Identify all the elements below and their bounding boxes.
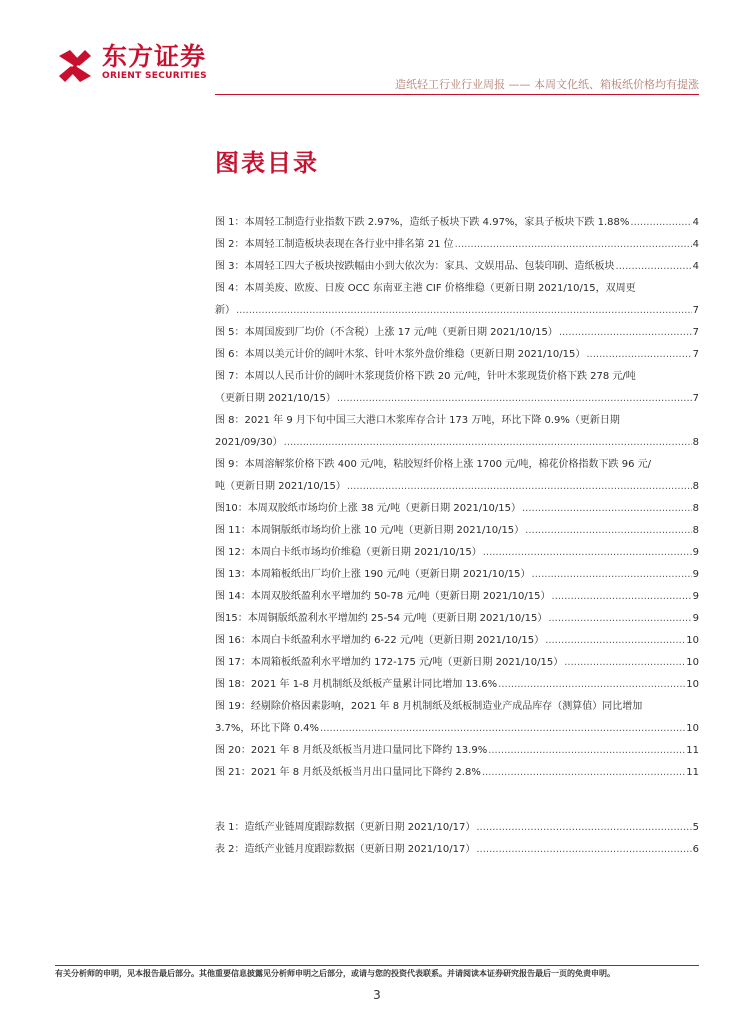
toc-entry[interactable] <box>215 740 699 762</box>
toc-entry-page: 7 <box>692 327 699 338</box>
toc-entry[interactable] <box>215 366 699 410</box>
toc-entry-label: 图 14：本周双胶纸盈利水平增加约 50-78 元/吨（更新日期 2021/10/15） <box>215 591 551 602</box>
table-of-contents <box>215 212 699 861</box>
toc-entry-label: 图 3：本周轻工四大子板块按跌幅由小到大依次为：家具、文娱用品、包装印刷、造纸板块 <box>215 261 615 272</box>
footer-disclaimer: 有关分析师的申明，见本报告最后部分。其他重要信息披露见分析师申明之后部分，或请与您的投资代表联系。并请阅读本证券研究报告最后一页的免责申明。 <box>55 969 615 978</box>
toc-leader-dots <box>337 388 692 410</box>
toc-entry[interactable] <box>215 520 699 542</box>
toc-entry-label: 3.7%，环比下降 0.4% <box>215 723 319 734</box>
toc-entry-line <box>215 839 699 861</box>
toc-entry-page: 4 <box>692 239 699 250</box>
toc-leader-dots <box>545 630 685 652</box>
toc-leader-dots <box>488 740 685 762</box>
toc-entry[interactable] <box>215 696 699 740</box>
toc-leader-dots <box>616 256 692 278</box>
toc-entry-line <box>215 454 699 476</box>
toc-entry[interactable] <box>215 542 699 564</box>
toc-entry-page: 4 <box>692 261 699 272</box>
toc-entry-line <box>215 410 699 432</box>
brand-name-en: ORIENT SECURITIES <box>102 71 207 81</box>
toc-entry[interactable] <box>215 630 699 652</box>
toc-entry-line <box>215 608 699 630</box>
toc-leader-dots <box>482 762 685 784</box>
toc-title: 图表目录 <box>215 149 319 177</box>
toc-entry-page: 8 <box>692 525 699 536</box>
toc-entry-line <box>215 718 699 740</box>
toc-entry-page: 10 <box>686 723 699 734</box>
toc-entry-label: 图 13：本周箱板纸出厂均价上涨 190 元/吨（更新日期 2021/10/15） <box>215 569 531 580</box>
toc-entry-label: 表 2：造纸产业链月度跟踪数据（更新日期 2021/10/17） <box>215 844 476 855</box>
toc-entry[interactable] <box>215 652 699 674</box>
toc-entry[interactable] <box>215 498 699 520</box>
toc-entry-page: 8 <box>692 481 699 492</box>
toc-entry[interactable] <box>215 234 699 256</box>
toc-entry-line <box>215 630 699 652</box>
toc-entry-label: 图 20：2021 年 8 月纸及纸板当月进口量同比下降约 13.9% <box>215 745 488 756</box>
toc-entry-label: 图15：本周铜版纸盈利水平增加约 25-54 元/吨（更新日期 2021/10/15） <box>215 613 548 624</box>
toc-entry-label: 图 9：本周溶解浆价格下跌 400 元/吨，粘胶短纤价格上涨 1700 元/吨，棉花价格指数下跌 96 元/ <box>215 459 651 470</box>
toc-leader-dots <box>284 432 692 454</box>
toc-leader-dots <box>476 839 691 861</box>
toc-leader-dots <box>586 344 691 366</box>
toc-entry-line <box>215 388 699 410</box>
toc-entry-line <box>215 740 699 762</box>
toc-entry-page: 6 <box>692 844 699 855</box>
toc-entry[interactable] <box>215 564 699 586</box>
toc-leader-dots <box>522 498 692 520</box>
toc-entry-line <box>215 476 699 498</box>
report-subtitle: 造纸轻工行业行业周报 —— 本周文化纸、箱板纸价格均有提涨 <box>395 78 699 91</box>
toc-entry-line <box>215 366 699 388</box>
toc-entry-line <box>215 498 699 520</box>
toc-entry-line <box>215 674 699 696</box>
toc-entry[interactable] <box>215 410 699 454</box>
toc-entry[interactable] <box>215 586 699 608</box>
footer-divider <box>55 965 699 966</box>
toc-entry-line <box>215 520 699 542</box>
toc-leader-dots <box>320 718 685 740</box>
toc-entry-page: 9 <box>692 569 699 580</box>
toc-entry-page: 11 <box>686 767 699 778</box>
toc-entry-label: 图 12：本周白卡纸市场均价维稳（更新日期 2021/10/15） <box>215 547 482 558</box>
toc-entry-label: 吨（更新日期 2021/10/15） <box>215 481 346 492</box>
toc-leader-dots <box>236 300 692 322</box>
toc-leader-dots <box>532 564 692 586</box>
toc-leader-dots <box>525 520 691 542</box>
toc-entry-page: 9 <box>692 591 699 602</box>
toc-leader-dots <box>630 212 691 234</box>
toc-entry-label: 图 2：本周轻工制造板块表现在各行业中排名第 21 位 <box>215 239 454 250</box>
toc-entry[interactable] <box>215 839 699 861</box>
toc-leader-dots <box>483 542 692 564</box>
table-list <box>215 817 699 861</box>
toc-entry-label: 2021/09/30） <box>215 437 283 448</box>
toc-entry-page: 8 <box>692 503 699 514</box>
toc-entry-label: 图 8：2021 年 9 月下旬中国三大港口木浆库存合计 173 万吨，环比下降 0.9%（更新日期 <box>215 415 620 426</box>
toc-leader-dots <box>548 608 691 630</box>
toc-entry[interactable] <box>215 817 699 839</box>
toc-entry-page: 7 <box>692 305 699 316</box>
toc-entry-line <box>215 564 699 586</box>
toc-entry[interactable] <box>215 674 699 696</box>
toc-entry-label: 图 7：本周以人民币计价的阔叶木浆现货价格下跌 20 元/吨，针叶木浆现货价格下跌 278 元/吨 <box>215 371 636 382</box>
toc-entry-label: 图 1：本周轻工制造行业指数下跌 2.97%，造纸子板块下跌 4.97%，家具子板块下跌 1.88% <box>215 217 630 228</box>
toc-entry-page: 7 <box>692 349 699 360</box>
toc-entry-page: 8 <box>692 437 699 448</box>
toc-entry[interactable] <box>215 322 699 344</box>
toc-entry-label: 图 16：本周白卡纸盈利水平增加约 6-22 元/吨（更新日期 2021/10/15） <box>215 635 545 646</box>
toc-entry-page: 7 <box>692 393 699 404</box>
toc-leader-dots <box>498 674 685 696</box>
toc-entry-line <box>215 542 699 564</box>
toc-entry-line <box>215 817 699 839</box>
header-divider <box>215 94 699 95</box>
toc-entry-line <box>215 762 699 784</box>
toc-entry-line <box>215 432 699 454</box>
toc-entry-label: 表 1：造纸产业链周度跟踪数据（更新日期 2021/10/17） <box>215 822 476 833</box>
toc-entry-page: 5 <box>692 822 699 833</box>
toc-entry-page: 10 <box>686 635 699 646</box>
toc-entry-page: 4 <box>692 217 699 228</box>
toc-entry[interactable] <box>215 454 699 498</box>
toc-entry-page: 11 <box>686 745 699 756</box>
brand-name-cn: 东方证券 <box>102 42 207 71</box>
toc-entry-line <box>215 300 699 322</box>
toc-entry[interactable] <box>215 608 699 630</box>
toc-entry-label: 图 6：本周以美元计价的阔叶木浆、针叶木浆外盘价维稳（更新日期 2021/10/15） <box>215 349 586 360</box>
toc-entry[interactable] <box>215 256 699 278</box>
toc-entry-line <box>215 696 699 718</box>
toc-entry[interactable] <box>215 212 699 234</box>
toc-entry-line <box>215 586 699 608</box>
toc-entry-line <box>215 256 699 278</box>
toc-leader-dots <box>455 234 692 256</box>
toc-entry-label: 图 18：2021 年 1-8 月机制纸及纸板产量累计同比增加 13.6% <box>215 679 498 690</box>
toc-entry-label: 图10：本周双胶纸市场均价上涨 38 元/吨（更新日期 2021/10/15） <box>215 503 521 514</box>
toc-leader-dots <box>564 652 685 674</box>
toc-entry-line <box>215 212 699 234</box>
toc-leader-dots <box>347 476 692 498</box>
toc-entry-line <box>215 234 699 256</box>
toc-entry-label: （更新日期 2021/10/15） <box>215 393 336 404</box>
toc-entry-page: 9 <box>692 547 699 558</box>
figure-list <box>215 212 699 784</box>
toc-entry-line <box>215 652 699 674</box>
toc-entry-label: 图 19：经剔除价格因素影响，2021 年 8 月机制纸及纸板制造业产成品库存（测算值）同比增加 <box>215 701 643 712</box>
toc-entry-line <box>215 278 699 300</box>
page-number: 3 <box>373 988 381 1002</box>
toc-leader-dots <box>476 817 691 839</box>
toc-entry-label: 图 5：本周国废到厂均价（不含税）上涨 17 元/吨（更新日期 2021/10/15） <box>215 327 558 338</box>
toc-leader-dots <box>559 322 692 344</box>
list-gap <box>215 784 699 817</box>
toc-entry-page: 10 <box>686 679 699 690</box>
toc-entry-label: 图 17：本周箱板纸盈利水平增加约 172-175 元/吨（更新日期 2021/10/15） <box>215 657 564 668</box>
toc-entry-label: 新） <box>215 305 235 316</box>
toc-entry-page: 10 <box>686 657 699 668</box>
toc-entry[interactable] <box>215 762 699 784</box>
toc-entry-line <box>215 322 699 344</box>
toc-entry-label: 图 4：本周美废、欧废、日废 OCC 东南亚主港 CIF 价格维稳（更新日期 2021/10/15，双周更 <box>215 283 636 294</box>
toc-entry-line <box>215 344 699 366</box>
toc-entry-page: 9 <box>692 613 699 624</box>
toc-entry-label: 图 21：2021 年 8 月纸及纸板当月出口量同比下降约 2.8% <box>215 767 481 778</box>
toc-entry[interactable] <box>215 344 699 366</box>
toc-entry[interactable] <box>215 278 699 322</box>
toc-entry-label: 图 11：本周铜版纸市场均价上涨 10 元/吨（更新日期 2021/10/15） <box>215 525 525 536</box>
orient-securities-logo-icon <box>55 46 95 86</box>
toc-leader-dots <box>552 586 692 608</box>
